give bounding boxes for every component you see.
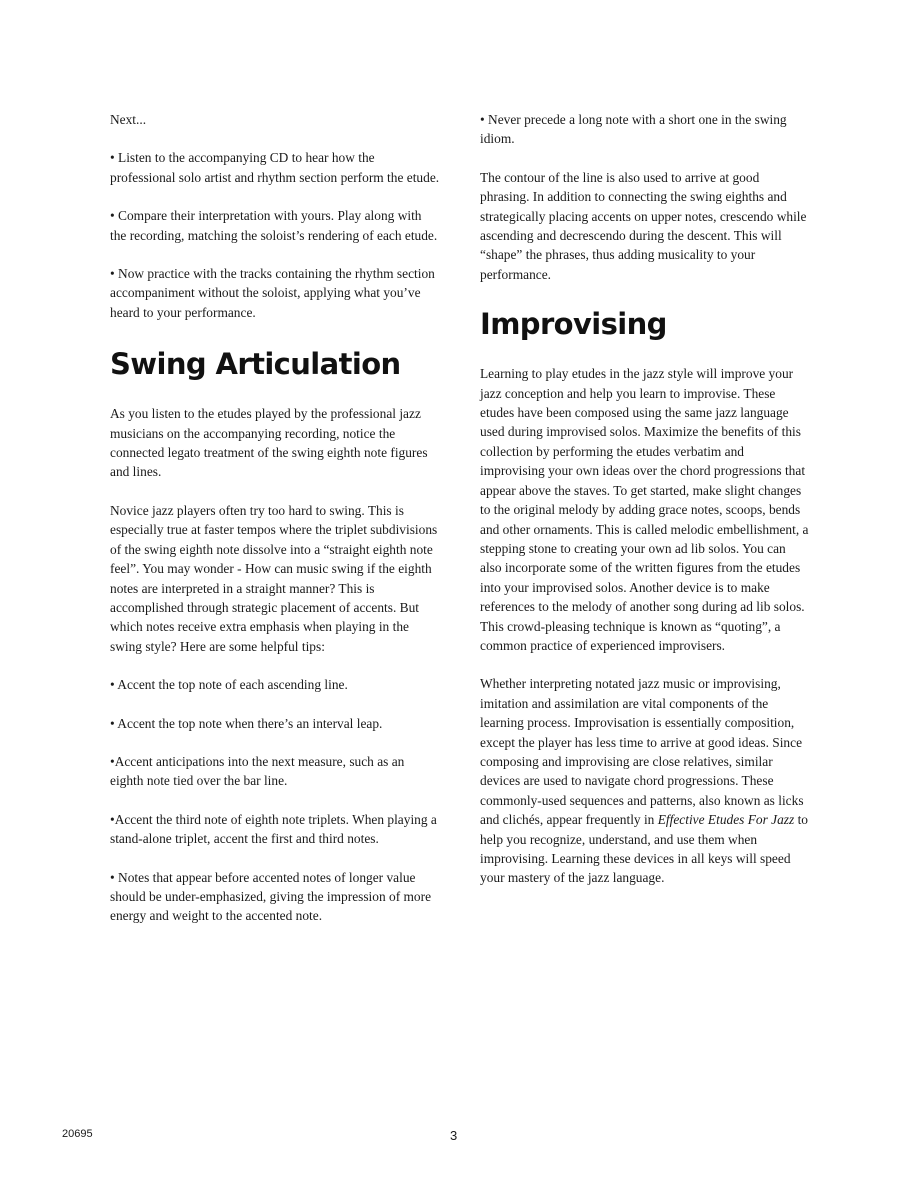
paragraph-learning: Learning to play etudes in the jazz style will improve your jazz conception and help you learn to improvise. These etudes have been composed using the same jazz language used during improvised solos. Maximize the benefits of this collection by performing the etudes verbatim and improvising your own ideas over the chord progressions that appear above the staves. To get started, make slight changes to the original melody by adding grace notes, scoops, bends and other ornaments. This is called melodic embellishment, a stepping stone to creating your own ad lib solos. You can also incorporate some of the written figures from the etudes into your improvised solos. Another device is to make references to the melody of another song during ad lib solos. This crowd-pleasing technique is known as “quoting”, a common practice of experienced improvisers. bbox=[480, 366, 809, 653]
paragraph-whether-end: to help you recognize, understand, and use them when improvising. Learning these devices in all keys will speed your mastery of the jazz language. bbox=[480, 812, 808, 886]
tip-triplets: •Accent the third note of eighth note triplets. When playing a stand-alone triplet, accent the first and third notes. bbox=[110, 811, 437, 847]
bullet-compare: • Compare their interpretation with yours. Play along with the recording, matching the soloist’s rendering of each etude. bbox=[110, 208, 438, 243]
next-text: Next... bbox=[110, 112, 147, 127]
tip-top-ascending: • Accent the top note of each ascending line. bbox=[110, 677, 348, 693]
bullet-practice: • Now practice with the tracks containing the rhythm section accompaniment without the soloist, applying what you’ve heard to your performance. bbox=[110, 266, 435, 320]
page-number: 3 bbox=[450, 1128, 458, 1143]
book-title: Effective Etudes For Jazz bbox=[657, 812, 795, 828]
footer-code: 20695 bbox=[62, 1128, 93, 1140]
paragraph-listen: As you listen to the etudes played by the professional jazz musicians on the accompanying recording, notice the connected legato treatment of the swing eighth note figures and lines. bbox=[110, 406, 428, 480]
bullet-listen-cd: • Listen to the accompanying CD to hear how the professional solo artist and rhythm section perform the etude. bbox=[110, 150, 440, 185]
tip-anticipations: •Accent anticipations into the next measure, such as an eighth note tied over the bar line. bbox=[110, 753, 405, 789]
tip-interval-leap: • Accent the top note when there’s an interval leap. bbox=[110, 715, 383, 731]
tip-before-accented: • Notes that appear before accented notes of longer value should be under-emphasized, giving the impression of more energy and weight to the accented note. bbox=[110, 869, 432, 924]
heading-improvising: Improvising bbox=[480, 307, 667, 342]
paragraph-contour: The contour of the line is also used to arrive at good phrasing. In addition to connecting the swing eighths and strategically placing accents on upper notes, crescendo while ascending and decrescendo during the descent. This will “shape” the phrases, thus adding musicality to your performance. bbox=[480, 169, 807, 282]
paragraph-whether bbox=[480, 674, 810, 887]
paragraph-whether-start: Whether interpreting notated jazz music or improvising, imitation and assimilation are vital components of the learning process. Improvisation is essentially composition, except the player has less time to arrive at good ideas. Since composing and improvising are close relatives, similar devices are used to navigate chord progressions. These commonly-used sequences and patterns, also known as licks and clichés, appear frequently in bbox=[480, 676, 804, 828]
right-column bbox=[480, 110, 810, 907]
paragraph-novice: Novice jazz players often try too hard to swing. This is especially true at faster tempos where the triplet subdivisions of the swing eighth note dissolve into a “straight eighth note feel”. You may wonder - How can music swing if the eighth notes are interpreted in a straight manner? This is accomplished through strategic placement of accents. But which notes receive extra emphasis when playing in the swing style? Here are some helpful tips: bbox=[110, 502, 438, 654]
heading-swing-articulation: Swing Articulation bbox=[110, 347, 401, 382]
tip-never-precede: • Never precede a long note with a short one in the swing idiom. bbox=[480, 112, 787, 147]
left-column bbox=[110, 110, 440, 945]
